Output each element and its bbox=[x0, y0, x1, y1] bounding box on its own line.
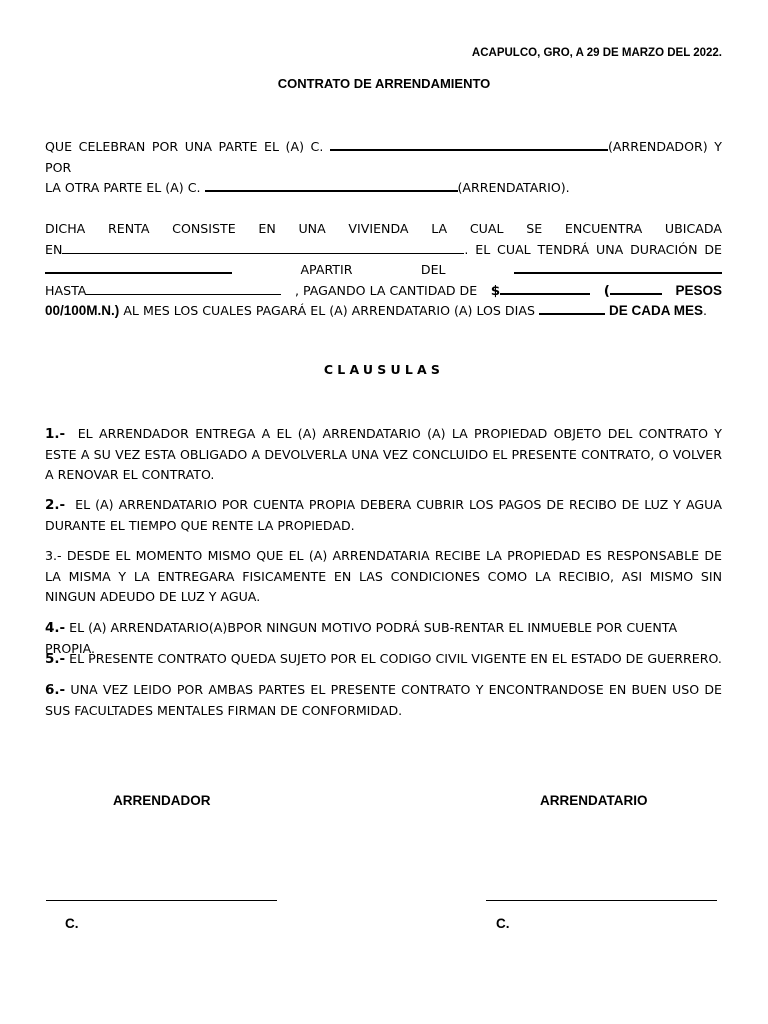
clausulas-heading: CLAUSULAS bbox=[323, 362, 445, 377]
intro-part1: QUE CELEBRAN POR UNA PARTE EL (A) C. bbox=[45, 139, 324, 154]
de-cada-mes: DE CADA MES bbox=[608, 303, 703, 318]
arrendatario-c-prefix: C. bbox=[496, 916, 510, 931]
renta-apartir: APARTIR bbox=[300, 262, 353, 277]
clause-text: EL PRESENTE CONTRATO QUEDA SUJETO POR EL CODIGO CIVIL VIGENTE EN EL ESTADO DE GUERRERO. bbox=[69, 651, 722, 666]
arrendador-c-prefix: C. bbox=[65, 916, 79, 931]
clause-number: 5.- bbox=[45, 651, 66, 667]
arrendador-signature-line[interactable] bbox=[46, 900, 277, 901]
renta-duracion: . EL CUAL TENDRÁ UNA DURACIÓN DE bbox=[464, 241, 722, 257]
renta-hasta: HASTA bbox=[45, 282, 87, 298]
clause-1 bbox=[45, 424, 722, 486]
clause-text: UNA VEZ LEIDO POR AMBAS PARTES EL PRESENTE CONTRATO Y ENCONTRANDOSE EN BUEN USO DE SUS FACULTADES MENTALES FIRMAN DE CONFORMIDAD. bbox=[45, 682, 722, 718]
clause-number: 6.- bbox=[45, 682, 66, 698]
arrendatario-signature-label: ARRENDATARIO bbox=[540, 793, 648, 808]
duration-field[interactable] bbox=[45, 271, 232, 274]
renta-en: EN bbox=[45, 241, 63, 257]
document-date: ACAPULCO, GRO, A 29 DE MARZO DEL 2022. bbox=[471, 47, 722, 59]
renta-del: DEL bbox=[420, 262, 446, 277]
renta-paragraph bbox=[45, 219, 722, 322]
dollar-sign: $ bbox=[490, 282, 501, 299]
arrendador-name-field[interactable] bbox=[330, 148, 608, 151]
renta-period: . bbox=[703, 303, 708, 318]
end-date-field[interactable] bbox=[86, 293, 281, 295]
clause-text: EL ARRENDADOR ENTREGA A EL (A) ARRENDATARIO (A) LA PROPIEDAD OBJETO DEL CONTRATO Y ESTE A SU VEZ ESTA OBLIGADO A DEVOLVERLA UNA VEZ CONCLUIDO EL PRESENTE CONTRATO, O VOLVER A RENOVAR EL CONTRATO. bbox=[45, 426, 722, 482]
renta-pagando: , PAGANDO LA CANTIDAD DE bbox=[294, 282, 478, 298]
arrendatario-role: (ARRENDATARIO). bbox=[457, 180, 570, 195]
arrendatario-name-field[interactable] bbox=[205, 189, 458, 192]
intro-part2: LA OTRA PARTE EL (A) C. bbox=[45, 180, 201, 195]
clause-5 bbox=[45, 649, 722, 670]
pesos-label: PESOS bbox=[675, 282, 722, 298]
clause-number: 3.- bbox=[45, 548, 62, 563]
clause-text: DESDE EL MOMENTO MISMO QUE EL (A) ARRENDATARIA RECIBE LA PROPIEDAD ES RESPONSABLE DE LA MISMA Y LA ENTREGARA FISICAMENTE EN LAS CONDICIONES COMO LA RECIBIO, ASI MISMO SIN NINGUN ADEUDO DE LUZ Y AGUA. bbox=[45, 548, 722, 604]
clause-number: 2.- bbox=[45, 497, 66, 513]
clause-text: EL (A) ARRENDATARIO(A)BPOR NINGUN MOTIVO PODRÁ SUB-RENTAR EL INMUEBLE POR CUENTA PROPIA. bbox=[45, 620, 678, 656]
renta-al-mes: AL MES LOS CUALES PAGARÁ EL (A) ARRENDATARIO (A) LOS DIAS bbox=[123, 303, 535, 318]
clause-2 bbox=[45, 495, 722, 536]
intro-paragraph bbox=[45, 137, 722, 199]
start-date-field[interactable] bbox=[514, 271, 722, 274]
document-title: CONTRATO DE ARRENDAMIENTO bbox=[277, 76, 491, 91]
mn-label: 00/100M.N.) bbox=[45, 303, 120, 318]
clause-3 bbox=[45, 546, 722, 608]
arrendador-signature-label: ARRENDADOR bbox=[113, 793, 211, 808]
arrendador-role: (ARRENDADOR) Y POR bbox=[45, 139, 722, 175]
clause-text: EL (A) ARRENDATARIO POR CUENTA PROPIA DEBERA CUBRIR LOS PAGOS DE RECIBO DE LUZ Y AGUA DURANTE EL TIEMPO QUE RENTE LA PROPIEDAD. bbox=[45, 497, 722, 533]
clause-number: 4.- bbox=[45, 620, 66, 636]
clause-6 bbox=[45, 680, 722, 721]
address-field[interactable] bbox=[62, 252, 464, 254]
amount-field[interactable] bbox=[500, 292, 590, 295]
arrendatario-signature-line[interactable] bbox=[486, 900, 717, 901]
renta-line-1: DICHA RENTA CONSISTE EN UNA VIVIENDA LA CUAL SE ENCUENTRA UBICADA bbox=[45, 221, 722, 236]
payment-day-field[interactable] bbox=[539, 312, 605, 315]
open-paren: ( bbox=[603, 282, 610, 299]
amount-words-field[interactable] bbox=[610, 292, 662, 295]
clause-number: 1.- bbox=[45, 426, 66, 442]
